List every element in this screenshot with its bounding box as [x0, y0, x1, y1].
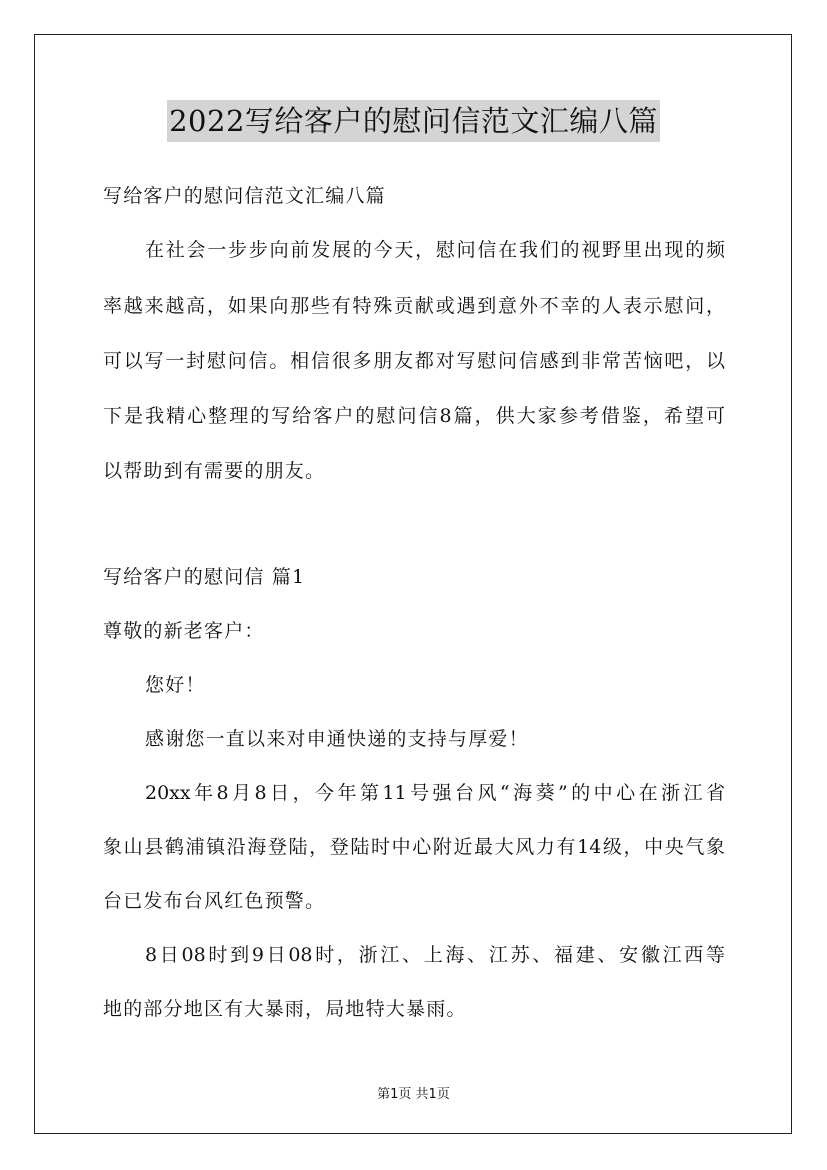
greeting: 您好！: [145, 674, 206, 696]
thanks-line: 感谢您一直以来对申通快递的支持与厚爱！: [145, 728, 529, 750]
intro-line-1: 在社会一步步向前发展的今天，慰问信在我们的视野里出现的频: [145, 239, 725, 261]
subtitle: 写给客户的慰问信范文汇编八篇: [103, 185, 386, 207]
typhoon-line-2: 象山县鹤浦镇沿海登陆，登陆时中心附近最大风力有14级，中央气象: [103, 836, 725, 858]
rain-line-1: 8日08时到9日08时，浙江、上海、江苏、福建、安徽江西等: [145, 944, 725, 966]
typhoon-line-1: 20xx年8月8日，今年第11号强台风“海葵”的中心在浙江省: [145, 782, 725, 804]
intro-line-3: 可以写一封慰问信。相信很多朋友都对写慰问信感到非常苦恼吧，以: [103, 350, 725, 372]
page-footer: 第1页 共1页: [377, 1087, 450, 1102]
intro-line-2: 率越来越高，如果向那些有特殊贡献或遇到意外不幸的人表示慰问，: [103, 295, 725, 317]
title-container: [0, 100, 827, 142]
rain-line-2: 地的部分地区有大暴雨，局地特大暴雨。: [103, 998, 467, 1020]
section-heading: 写给客户的慰问信 篇1: [103, 566, 306, 588]
typhoon-line-3: 台已发布台风红色预警。: [103, 890, 326, 912]
intro-line-4: 下是我精心整理的写给客户的慰问信8篇，供大家参考借鉴，希望可: [103, 405, 725, 427]
salutation: 尊敬的新老客户：: [103, 620, 265, 642]
intro-line-5: 以帮助到有需要的朋友。: [103, 460, 326, 482]
document-title: 2022写给客户的慰问信范文汇编八篇: [167, 100, 660, 142]
